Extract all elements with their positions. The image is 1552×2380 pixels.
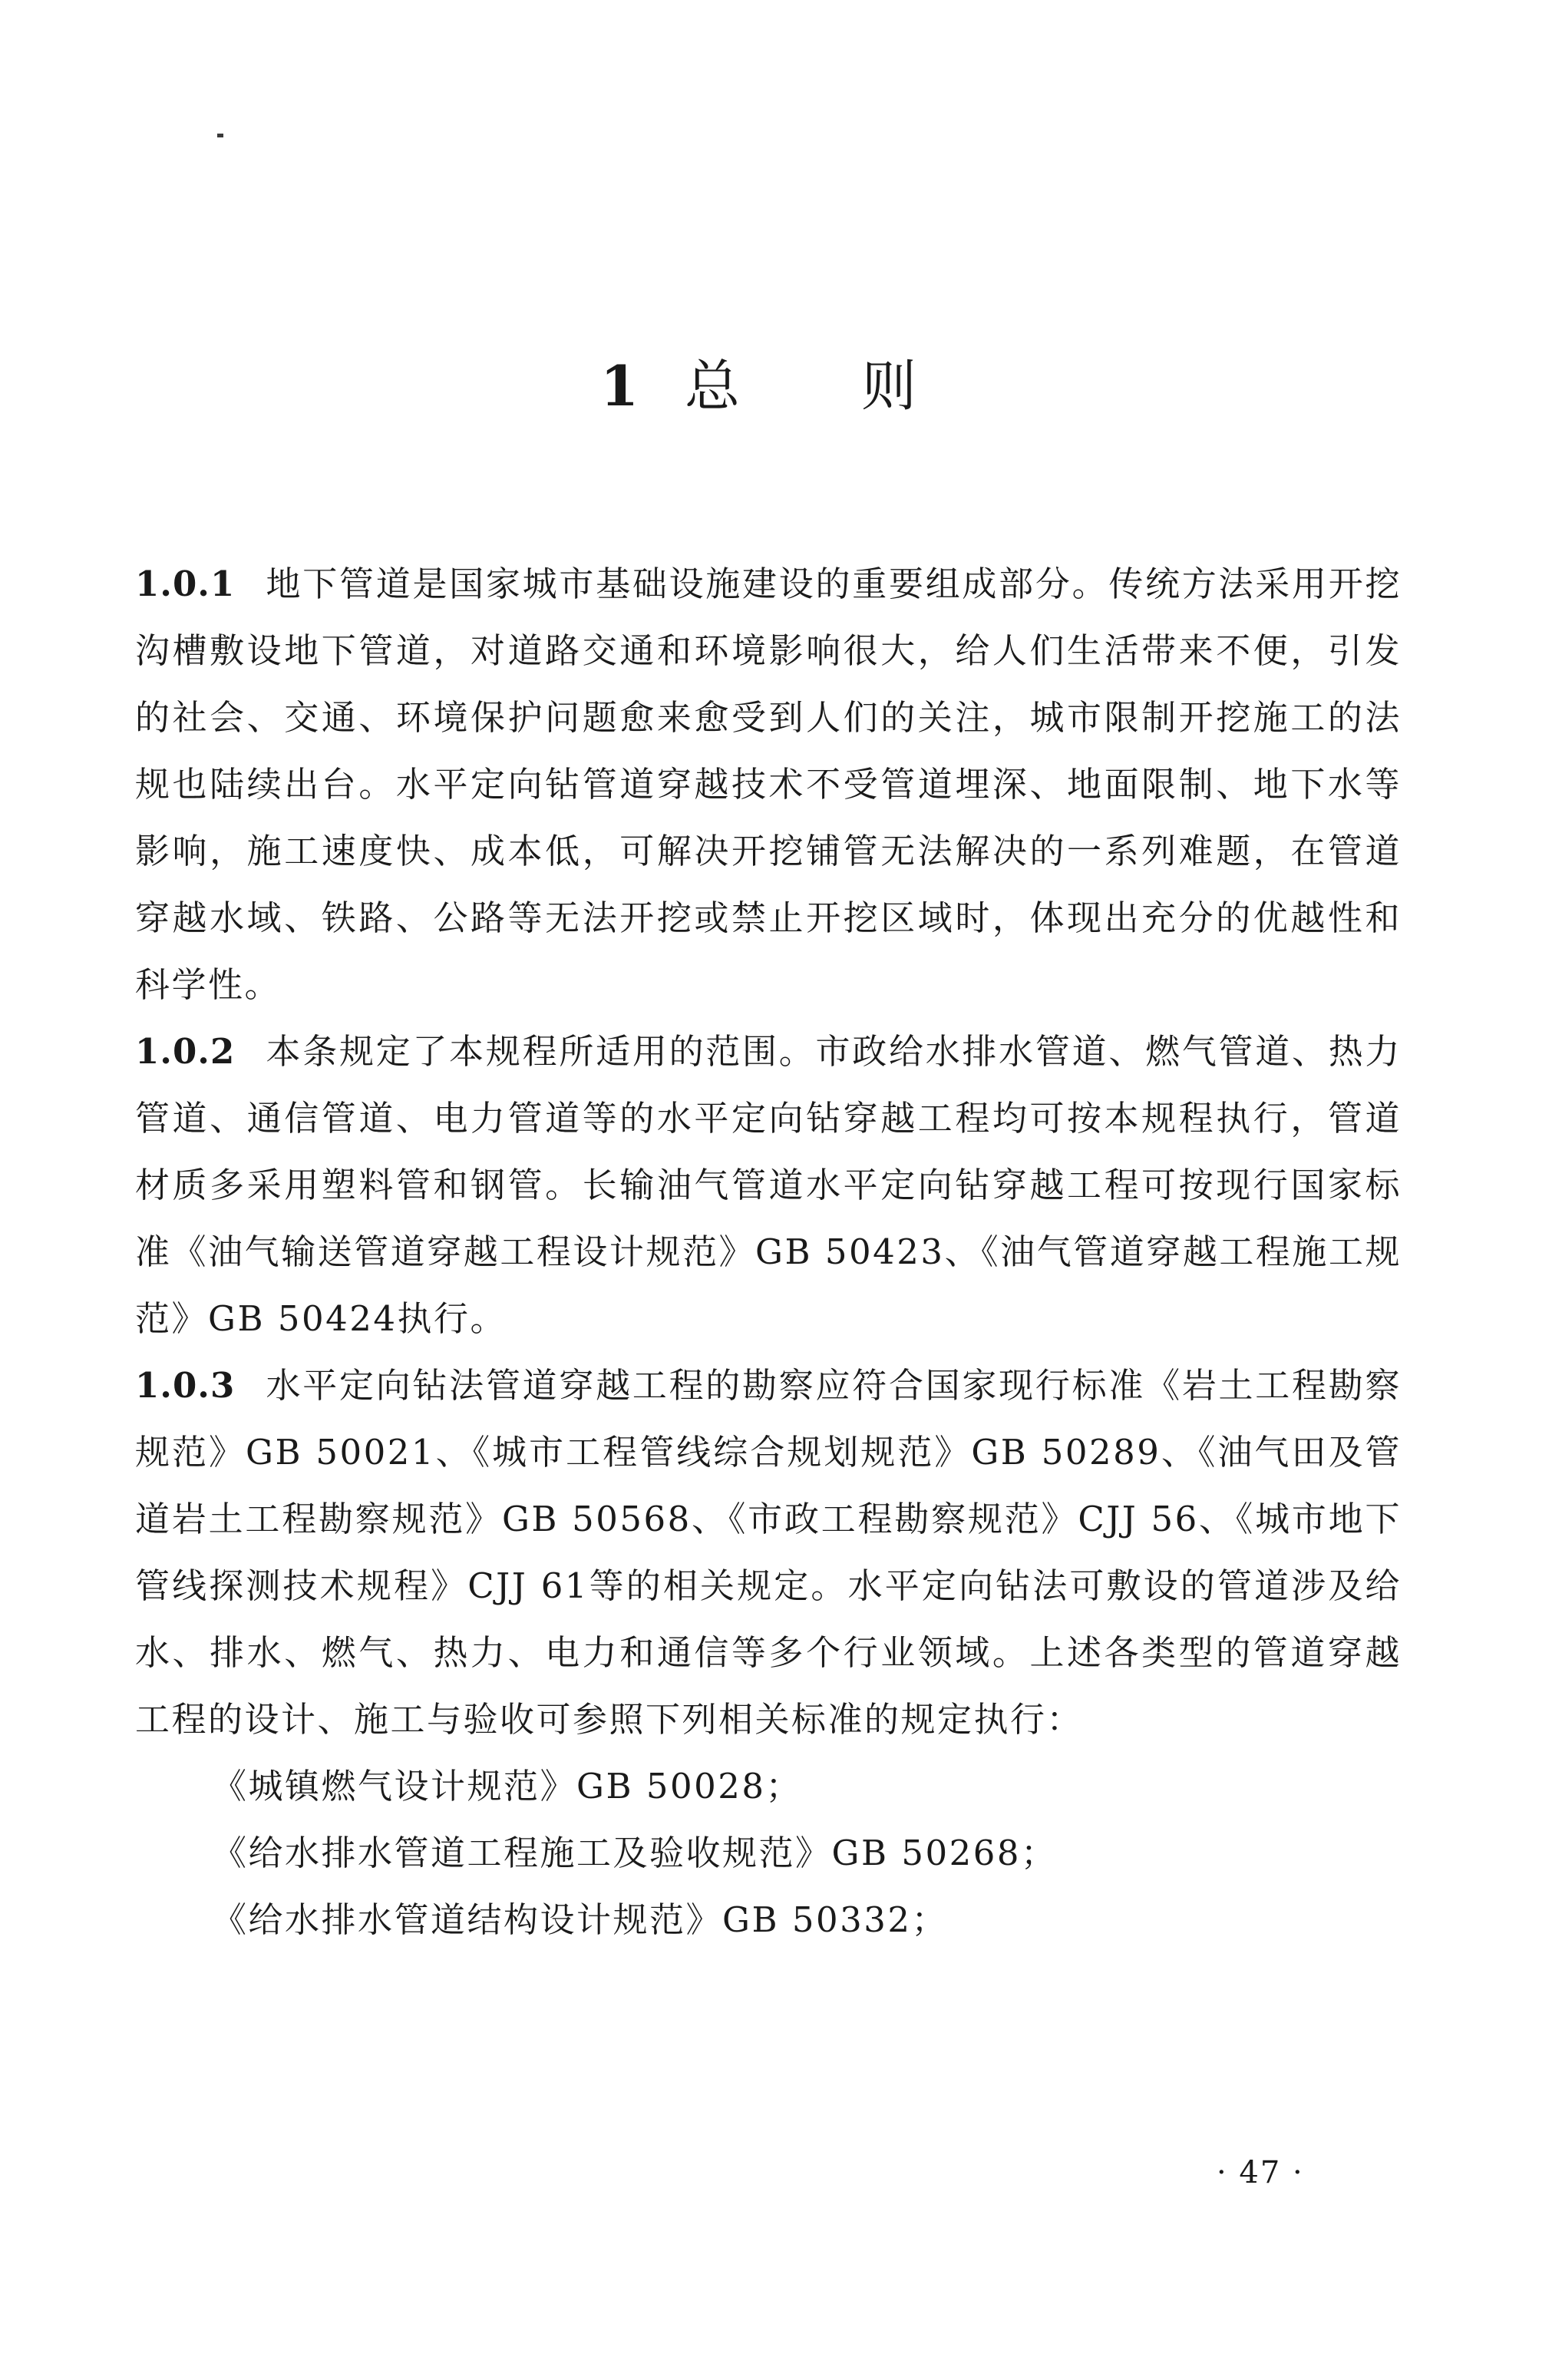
clause-1-0-1 [135,550,1402,1018]
clause-1-0-3 [135,1352,1402,1753]
standard-item: 《城镇燃气设计规范》GB 50028； [212,1766,802,1806]
clause-number: 1.0.3 [135,1365,236,1406]
scan-speck [217,134,223,137]
clause-1-0-2 [135,1018,1402,1352]
standard-item: 《给水排水管道结构设计规范》GB 50332； [212,1899,948,1940]
chapter-title-char-2: 则 [861,354,917,418]
page-number: · 47 · [1217,2155,1304,2190]
clause-text: 本条规定了本规程所适用的范围。市政给水排水管道、燃气管道、热力管道、通信管道、电力管道等的水平定向钻穿越工程均可按本规程执行，管道材质多采用塑料管和钢管。长输油气管道水平定向钻穿越工程可按现行国家标准《油气输送管道穿越工程设计规范》GB 50423、《油气管道穿越工程施工规范》GB 50424执行。 [135,1031,1402,1339]
chapter-title-char-1: 总 [685,354,741,418]
standards-list [135,1753,1402,1953]
chapter-title [0,344,1552,428]
body-text [135,550,1402,1953]
clause-number: 1.0.1 [135,564,236,604]
clause-number: 1.0.2 [135,1031,236,1072]
standard-item: 《给水排水管道工程施工及验收规范》GB 50268； [212,1833,1058,1873]
clause-text: 水平定向钻法管道穿越工程的勘察应符合国家现行标准《岩土工程勘察规范》GB 50021、《城市工程管线综合规划规范》GB 50289、《油气田及管道岩土工程勘察规范》GB 50568、《市政工程勘察规范》CJJ 56、《城市地下管线探测技术规程》CJJ 61等的相关规定。水平定向钻法可敷设的管道涉及给水、排水、燃气、热力、电力和通信等多个行业领域。上述各类型的管道穿越工程的设计、施工与验收可参照下列相关标准的规定执行： [135,1365,1402,1740]
chapter-number: 1 [600,353,639,418]
clause-text: 地下管道是国家城市基础设施建设的重要组成部分。传统方法采用开挖沟槽敷设地下管道，对道路交通和环境影响很大，给人们生活带来不便，引发的社会、交通、环境保护问题愈来愈受到人们的关注，城市限制开挖施工的法规也陆续出台。水平定向钻管道穿越技术不受管道埋深、地面限制、地下水等影响，施工速度快、成本低，可解决开挖铺管无法解决的一系列难题，在管道穿越水域、铁路、公路等无法开挖或禁止开挖区域时，体现出充分的优越性和科学性。 [135,564,1402,1005]
